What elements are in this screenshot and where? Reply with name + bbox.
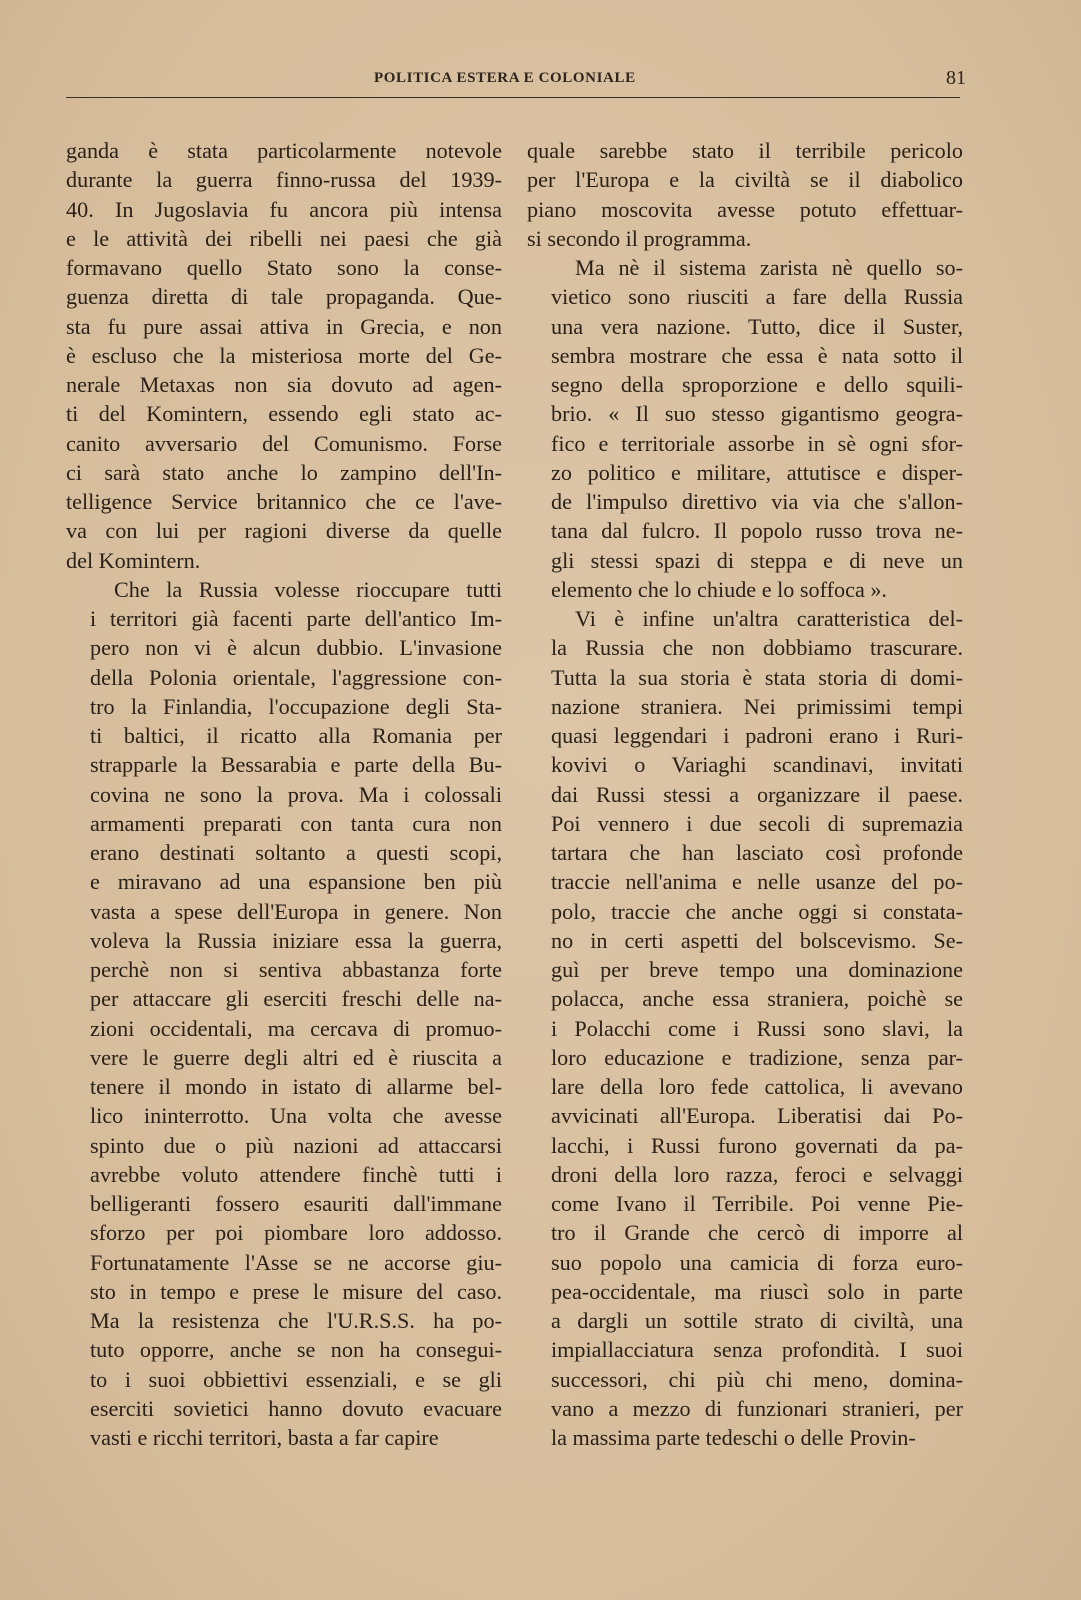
text-line: ganda è stata particolarmente notevole [66, 138, 502, 163]
text-line: traccie nell'anima e nelle usanze del po- [551, 869, 963, 895]
paragraph [66, 136, 502, 575]
text-line: e le attività dei ribelli nei paesi che già [66, 225, 502, 251]
text-line: per l'Europa e la civiltà se il diabolico [527, 167, 963, 193]
text-line: va con lui per ragioni diverse da quelle [66, 518, 502, 544]
text-line: to i suoi obbiettivi essenziali, e se gli [90, 1366, 502, 1392]
text-line: tartara che han lasciato così profonde [551, 840, 963, 865]
text-line: strapparle la Bessarabia e parte della Bu- [90, 752, 502, 778]
text-line: quasi leggendari i padroni erano i Ruri- [551, 723, 963, 748]
text-line: dai Russi stessi a organizzare il paese. [551, 781, 963, 807]
text-line: successori, chi più chi meno, domina- [551, 1366, 963, 1392]
text-line: voleva la Russia iniziare essa la guerra, [90, 927, 502, 953]
text-line: belligeranti fossero esauriti dall'immane [90, 1191, 502, 1216]
text-line: vasti e ricchi territori, basta a far capire [90, 1425, 439, 1450]
text-line: durante la guerra finno-russa del 1939- [66, 167, 502, 193]
text-line: tuto opporre, anche se non ha consegui- [90, 1337, 502, 1363]
text-line: vere le guerre degli altri ed è riuscita a [90, 1044, 502, 1070]
text-line: tro il Grande che cercò di imporre al [551, 1220, 963, 1246]
text-line: Vi è infine un'altra caratteristica del- [575, 606, 963, 631]
text-line: pero non vi è alcun dubbio. L'invasione [90, 635, 502, 661]
text-line: kovivi o Variaghi scandinavi, invitati [551, 752, 963, 778]
text-line: sto in tempo e prese le misure del caso. [90, 1278, 502, 1304]
text-line: fico e territoriale assorbe in sè ogni sfor- [551, 430, 963, 456]
text-line: nerale Metaxas non sia dovuto ad agen- [66, 372, 502, 397]
text-line: guì per breve tempo una dominazione [551, 957, 963, 982]
text-line: ci sarà stato anche lo zampino dell'In- [66, 459, 502, 485]
text-line: vasta a spese dell'Europa in genere. Non [90, 898, 502, 924]
text-line: tenere il mondo in istato di allarme bel- [90, 1074, 502, 1099]
right-column [527, 136, 963, 1452]
text-line: tana dal fulcro. Il popolo russo trova ne- [551, 518, 963, 544]
text-line: del Komintern. [66, 547, 201, 573]
text-line: Tutta la sua storia è stata storia di domi- [551, 664, 963, 690]
text-line: i Polacchi come i Russi sono slavi, la [551, 1015, 963, 1041]
text-line: come Ivano il Terribile. Poi venne Pie- [551, 1191, 963, 1216]
text-line: a dargli un sottile strato di civiltà, una [551, 1308, 963, 1333]
text-line: segno della sproporzione e dello squili- [551, 372, 963, 397]
paragraph [527, 604, 963, 1452]
text-line: e miravano ad una espansione ben più [90, 869, 502, 895]
text-line: armamenti preparati con tanta cura non [90, 810, 502, 836]
text-line: la massima parte tedeschi o delle Provin- [551, 1425, 916, 1450]
text-line: lare della loro fede cattolica, li avevano [551, 1074, 963, 1099]
header-rule [66, 97, 960, 98]
text-line: spinto due o più nazioni ad attaccarsi [90, 1132, 502, 1158]
text-line: zo politico e militare, attutisce e disper- [551, 459, 963, 485]
text-line: sta fu pure assai attiva in Grecia, e non [66, 313, 502, 339]
text-line: Poi vennero i due secoli di supremazia [551, 810, 963, 836]
paragraph [527, 253, 963, 604]
page-number: 81 [946, 67, 966, 89]
text-line: 40. In Jugoslavia fu ancora più intensa [66, 196, 502, 222]
text-line: canito avversario del Comunismo. Forse [66, 430, 502, 456]
text-line: una vera nazione. Tutto, dice il Suster, [551, 313, 963, 339]
text-line: eserciti sovietici hanno dovuto evacuare [90, 1395, 502, 1421]
text-line: nazione straniera. Nei primissimi tempi [551, 693, 963, 719]
text-line: Ma nè il sistema zarista nè quello so- [575, 255, 963, 280]
text-line: brio. « Il suo stesso gigantismo geogra- [551, 401, 963, 427]
text-line: Ma la resistenza che l'U.R.S.S. ha po- [90, 1308, 502, 1333]
text-line: ti baltici, il ricatto alla Romania per [90, 723, 502, 748]
text-line: polo, traccie che anche oggi si constata- [551, 898, 963, 924]
text-line: Che la Russia volesse rioccupare tutti [114, 576, 502, 602]
text-line: suo popolo una camicia di forza euro- [551, 1249, 963, 1275]
text-line: perchè non si sentiva abbastanza forte [90, 957, 502, 982]
text-line: piano moscovita avesse potuto effettuar- [527, 196, 963, 222]
text-line: guenza diretta di tale propaganda. Que- [66, 284, 502, 310]
text-line: formavano quello Stato sono la conse- [66, 255, 502, 280]
text-line: loro educazione e tradizione, senza par- [551, 1044, 963, 1070]
left-column [66, 136, 502, 1452]
text-line: telligence Service britannico che ce l'ave- [66, 489, 502, 514]
text-line: i territori già facenti parte dell'antico Im- [90, 606, 502, 631]
text-line: avrebbe voluto attendere finchè tutti i [90, 1161, 502, 1187]
text-line: per attaccare gli eserciti freschi delle na- [90, 986, 502, 1012]
text-line: lacchi, i Russi furono governati da pa- [551, 1132, 963, 1158]
text-line: quale sarebbe stato il terribile pericolo [527, 138, 963, 163]
running-title: POLITICA ESTERA E COLONIALE [374, 70, 636, 86]
text-line: lico ininterrotto. Una volta che avesse [90, 1103, 502, 1129]
text-line: avvicinati all'Europa. Liberatisi dai Po- [551, 1103, 963, 1129]
text-line: si secondo il programma. [527, 225, 752, 251]
text-line: sforzo per poi piombare loro addosso. [90, 1220, 502, 1246]
text-line: è escluso che la misteriosa morte del Ge- [66, 342, 502, 368]
text-line: vietico sono riusciti a fare della Russia [551, 284, 963, 310]
text-line: covina ne sono la prova. Ma i colossali [90, 781, 502, 807]
text-line: erano destinati soltanto a questi scopi, [90, 840, 502, 865]
paragraph [66, 575, 502, 1453]
text-line: de l'impulso direttivo via via che s'allon- [551, 489, 963, 514]
text-line: polacca, anche essa straniera, poichè se [551, 986, 963, 1012]
text-line: Fortunatamente l'Asse se ne accorse giu- [90, 1249, 502, 1275]
text-line: gli stessi spazi di steppa e di neve un [551, 547, 963, 573]
text-line: ti del Komintern, essendo egli stato ac- [66, 401, 502, 427]
text-line: vano a mezzo di funzionari stranieri, per [551, 1395, 963, 1421]
text-line: tro la Finlandia, l'occupazione degli Sta- [90, 693, 502, 719]
text-line: impiallacciatura senza profondità. I suoi [551, 1337, 963, 1363]
text-line: no in certi aspetti del bolscevismo. Se- [551, 927, 963, 953]
text-line: sembra mostrare che essa è nata sotto il [551, 342, 963, 368]
text-line: droni della loro razza, feroci e selvaggi [551, 1161, 963, 1187]
text-line: della Polonia orientale, l'aggressione con- [90, 664, 502, 690]
paragraph [527, 136, 963, 253]
text-line: elemento che lo chiude e lo soffoca ». [551, 576, 887, 602]
running-header [66, 67, 966, 94]
text-line: pea-occidentale, ma riuscì solo in parte [551, 1278, 963, 1304]
text-line: zioni occidentali, ma cercava di promuo- [90, 1015, 502, 1041]
text-line: la Russia che non dobbiamo trascurare. [551, 635, 963, 661]
